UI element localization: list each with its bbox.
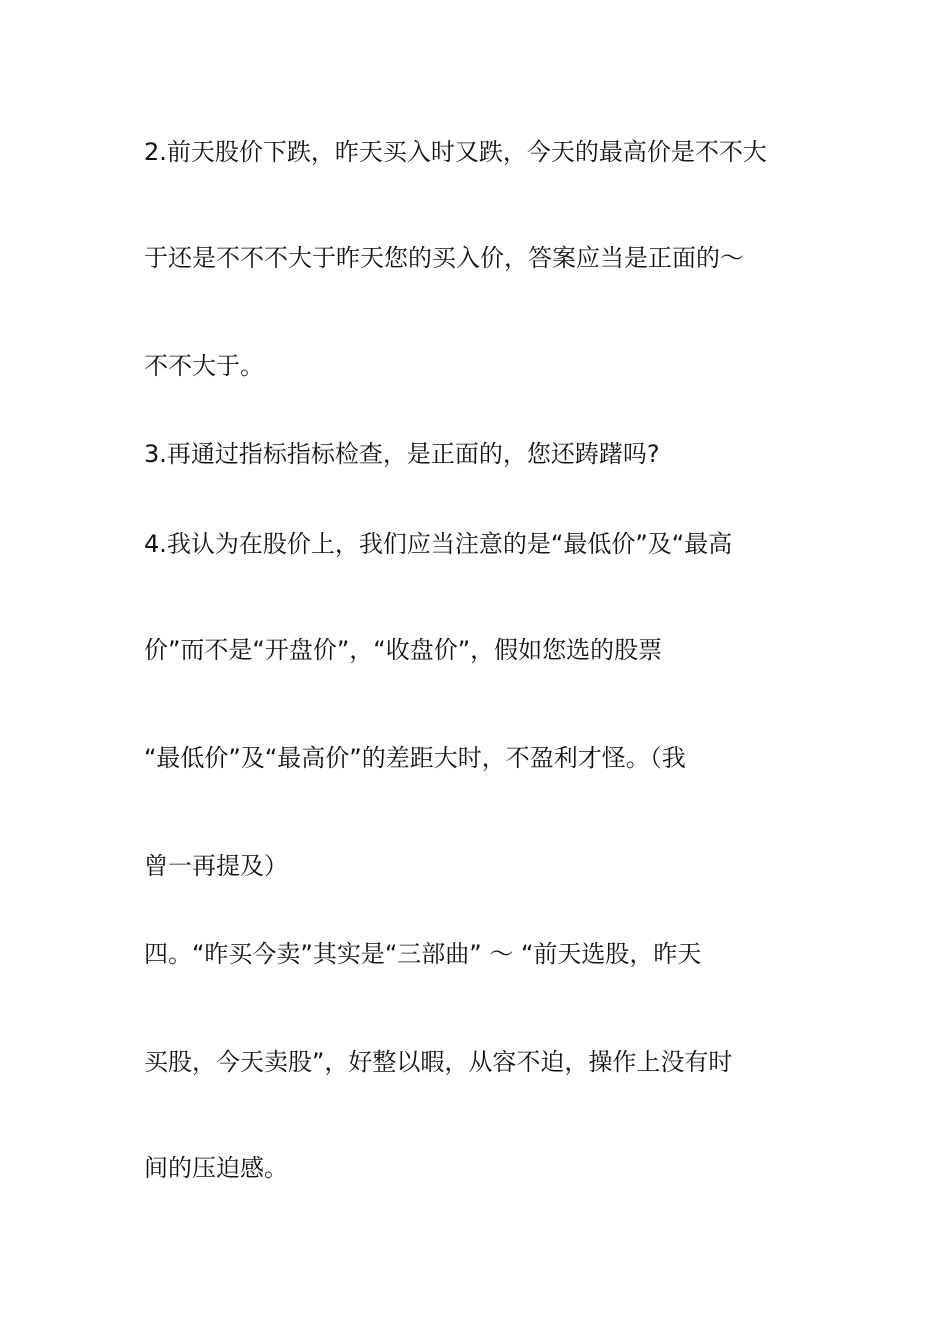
text-line-item3: 3.再通过指标指标检查，是正面的，您还踌躇吗?: [144, 440, 660, 468]
text-line-item2-part2: 于还是不不不大于昨天您的买入价，答案应当是正面的～: [144, 244, 744, 272]
text-line-section4-part2: 买股，今天卖股”，好整以暇，从容不迫，操作上没有时: [144, 1048, 733, 1076]
text-line-item2-part1: 2.前天股价下跌，昨天买入时又跌，今天的最高价是不不大: [144, 138, 767, 166]
text-line-item4-part4: 曾一再提及）: [144, 852, 288, 880]
text-line-item4-part3: “最低价”及“最高价”的差距大时，不盈利才怪。（我: [144, 744, 686, 772]
text-line-item2-part3: 不不大于。: [144, 352, 264, 380]
text-line-item4-part1: 4.我认为在股价上，我们应当注意的是“最低价”及“最高: [144, 530, 733, 558]
text-line-section4-part1: 四。“昨买今卖”其实是“三部曲” ～ “前天选股，昨天: [144, 940, 702, 968]
text-line-section4-part3: 间的压迫感。: [144, 1154, 288, 1182]
text-line-item4-part2: 价”而不是“开盘价”，“收盘价”，假如您选的股票: [144, 636, 663, 664]
